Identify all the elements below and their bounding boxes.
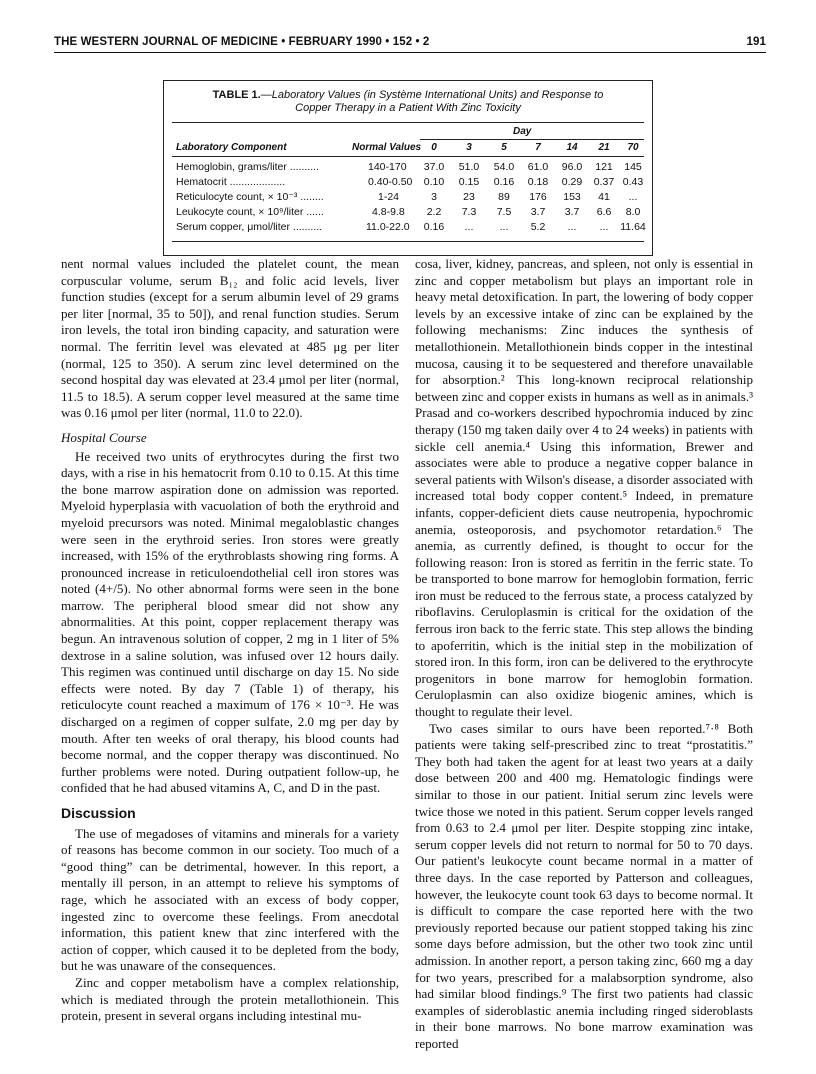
row-value: 0.16 <box>423 221 445 233</box>
col-header-component: Laboratory Component <box>176 142 287 153</box>
running-header <box>54 36 766 53</box>
row-value: 5.2 <box>530 221 546 233</box>
row-value: 6.6 <box>596 206 612 218</box>
row-component: Hematocrit ................... <box>176 176 286 188</box>
row-value: 176 <box>529 191 547 203</box>
row-value: 96.0 <box>561 161 583 173</box>
row-value: ... <box>628 191 638 203</box>
table-top-rule <box>172 122 644 123</box>
journal-line: THE WESTERN JOURNAL OF MEDICINE • FEBRUARY 1990 • 152 • 2 <box>54 36 430 48</box>
table-title-line2: Copper Therapy in a Patient With Zinc Toxicity <box>295 102 521 114</box>
left-column <box>61 256 399 1025</box>
row-value: 2.2 <box>426 206 442 218</box>
row-component: Reticulocyte count, × 10⁻³ ........ <box>176 191 324 203</box>
row-value: 0.15 <box>458 176 480 188</box>
table-bottom-rule <box>172 241 644 242</box>
header-bottom-rule <box>172 156 644 157</box>
row-value: 0.43 <box>622 176 644 188</box>
col-header-day: 70 <box>627 142 639 153</box>
paragraph: Zinc and copper metabolism have a complex relationship, which is mediated through the protein metallothionein. This protein, present in several organs including intestinal mu- <box>61 974 399 1024</box>
row-value: ... <box>567 221 577 233</box>
col-header-normal: Normal Values <box>352 142 422 153</box>
day-rule <box>420 139 644 140</box>
row-normal: 1-24 <box>378 191 400 203</box>
paragraph: cosa, liver, kidney, pancreas, and spleen, not only is essential in zinc and copper metabolism but plays an important role in heavy metal detoxification. In part, the lowering of body copper levels by an excessive intake of zinc can be explained by the following mechanisms: Zinc induces the synthesis of metallothionein. Metallothionein binds copper in the intestinal mucosa, causing it to be sequestered and therefore unavailable for absorption.² This long-known reciprocal relationship between zinc and copper exists in humans as well as in animals.³ Prasad and co-workers described hypochromia induced by zinc therapy (150 mg taken daily over 4 to 24 weeks) in patients with sickle cell anemia.⁴ Using this information, Brewer and associates were able to produce a negative copper balance in several patients with Wilson's disease, a disorder associated with increased total body copper content.⁵ Indeed, in premature infants, copper-deficient diets cause neutropenia, hypochromic anemia, osteoporosis, and psychomotor retardation.⁶ The anemia, as currently defined, is thought to occur for the following reason: Iron is stored as ferritin in the ferric state. To be transported to bone marrow for hemoglobin formation, ferric iron must be reduced to the ferrous state, a process catalyzed by riboflavins. Ceruloplasmin is critical for the oxidation of the ferrous iron back to the ferric state. This step allows the binding to apoferritin, which is the initial step in the mobilization of stored iron. In this form, iron can be delivered to the erythrocyte progenitors in bone marrow for hemoglobin formation. Ceruloplasmin can also oxidize biogenic amines, which is thought to regulate their level. <box>415 256 753 720</box>
day-label: Day <box>513 126 532 137</box>
row-value: 8.0 <box>625 206 641 218</box>
paragraph: nent normal values included the platelet count, the mean corpuscular volume, serum B₁₂ and folic acid levels, liver function studies (except for a serum albumin level of 29 grams per liter [normal, 35 to 50]), and renal function studies. Serum iron levels, the total iron binding capacity, and saturation were normal. The ferritin level was elevated at 485 μg per liter (normal, 125 to 350). A serum zinc level determined on the second hospital day was elevated at 23.4 μmol per liter (normal, 11.5 to 18.5). A serum copper level measured at the same time was 0.16 μmol per liter (normal, 11.0 to 22.0). <box>61 256 399 421</box>
col-header-day: 7 <box>535 142 541 153</box>
row-value: 7.5 <box>496 206 512 218</box>
row-value: 89 <box>498 191 510 203</box>
row-value: 37.0 <box>423 161 445 173</box>
col-header-day: 0 <box>431 142 437 153</box>
section-heading-hospital-course: Hospital Course <box>61 429 147 445</box>
row-value: 54.0 <box>493 161 515 173</box>
row-normal: 11.0-22.0 <box>366 221 410 233</box>
col-header-day: 21 <box>598 142 610 153</box>
table-title-rest: —Laboratory Values (in Système International Units) and Response to <box>260 89 604 101</box>
row-component: Leukocyte count, × 10⁹/liter ...... <box>176 206 324 218</box>
row-value: 51.0 <box>458 161 480 173</box>
row-value: 3.7 <box>530 206 546 218</box>
page-number: 191 <box>746 36 766 48</box>
row-value: 0.10 <box>423 176 445 188</box>
row-normal: 4.8-9.8 <box>372 206 405 218</box>
table-1 <box>163 80 653 256</box>
row-value: 23 <box>463 191 475 203</box>
row-normal: 0.40-0.50 <box>368 176 413 188</box>
row-value: 121 <box>595 161 613 173</box>
row-value: 0.37 <box>593 176 615 188</box>
table-caption <box>164 89 652 115</box>
row-value: ... <box>499 221 509 233</box>
row-value: 41 <box>598 191 610 203</box>
row-value: 0.29 <box>561 176 583 188</box>
row-value: 0.18 <box>527 176 549 188</box>
right-column <box>415 256 753 1053</box>
row-component: Serum copper, μmol/liter .......... <box>176 221 323 233</box>
col-header-day: 5 <box>501 142 507 153</box>
section-heading-discussion: Discussion <box>61 805 136 821</box>
row-value: ... <box>599 221 609 233</box>
row-value: 11.64 <box>620 221 646 233</box>
row-value: 0.16 <box>493 176 515 188</box>
row-value: 61.0 <box>527 161 549 173</box>
row-value: 7.3 <box>461 206 477 218</box>
row-component: Hemoglobin, grams/liter .......... <box>176 161 319 173</box>
paragraph: He received two units of erythrocytes during the first two days, with a rise in his hematocrit from 0.10 to 0.15. At this time the bone marrow aspiration done on admission was reported. Myeloid hyperplasia with vacuolation of both the erythroid and myeloid precursors was noted. Minimal megaloblastic changes were seen in the erythroid series. Iron stores were greatly increased, with 15% of the erythroblasts showing ring forms. A pronounced increase in reticuloendothelial cell iron stores was noted (4+/5). No other abnormal forms were seen in the bone marrow. The peripheral blood smear did not show any abnormalities. At this point, copper replacement therapy was begun. An intravenous solution of copper, 2 mg in 1 liter of 5% dextrose in a saline solution, was infused over 12 hours daily. This regimen was continued until discharge on day 15. No side effects were noted. By day 7 (Table 1) of therapy, his reticulocyte count reached a maximum of 176 × 10⁻³. He was discharged on a regimen of copper sulfate, 2.0 mg per day by mouth. After ten weeks of oral therapy, his blood counts had become normal, and the copper therapy was discontinued. No further problems were noted. During outpatient follow-up, he confided that he had abused vitamins A, C, and D in the past. <box>61 448 399 796</box>
row-normal: 140-170 <box>368 161 407 173</box>
row-value: 153 <box>563 191 581 203</box>
table-title-bold: TABLE 1. <box>212 89 261 101</box>
col-header-day: 14 <box>566 142 578 153</box>
paragraph: Two cases similar to ours have been reported.⁷·⁸ Both patients were taking self-prescribed zinc to treat “prostatitis.” They both had taken the agent for at least two years at a daily dose between 200 and 400 mg. Hematologic findings were similar to those in our patient. Initial serum zinc levels were twice those we noted in this patient. Serum copper levels ranged from 0.63 to 2.4 μmol per liter. Despite stopping zinc intake, serum copper levels did not return to normal for 50 to 70 days. Our patient's leukocyte count became normal in a matter of three days. In the case reported by Patterson and colleagues, however, the leukocyte count took 63 days to become normal. It is difficult to compare the case reported here with the two previously reported because our patient stopped taking his zinc some days before admission, but the other two took zinc until admission. In another report, a person taking zinc, 660 mg a day for two years, prescribed for a malabsorption syndrome, also had similar blood findings.⁹ The first two patients had classic examples of sideroblastic anemia including ringed sideroblasts in their bone marrows. No bone marrow examination was reported <box>415 720 753 1051</box>
row-value: 3.7 <box>564 206 580 218</box>
row-value: 3 <box>431 191 437 203</box>
col-header-day: 3 <box>466 142 472 153</box>
row-value: ... <box>464 221 474 233</box>
row-value: 145 <box>624 161 642 173</box>
paragraph: The use of megadoses of vitamins and minerals for a variety of reasons has become common in our society. Too much of a “good thing” can be detrimental, however. In this report, a mentally ill person, in an attempt to relieve his symptoms of rage, which he associated with an excess of body copper, ingested zinc to overcome these feelings. From anecdotal information, this patient knew that zinc interfered with the action of copper, which caused it to be depleted from the body, but he was unaware of the consequences. <box>61 825 399 974</box>
